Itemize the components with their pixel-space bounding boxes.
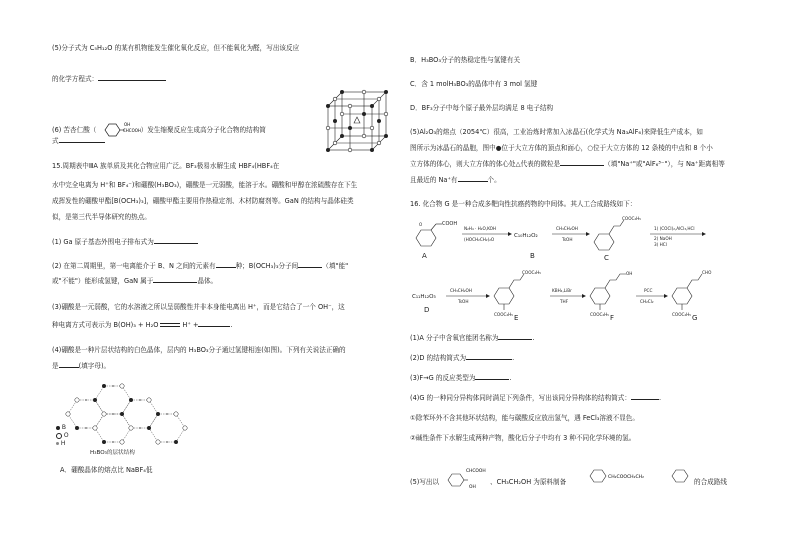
q16-part5-mid: 、CH₃CH₂OH 为原料制备: [490, 478, 567, 486]
option-b: B．H₃BO₃分子的热稳定性与氢键有关: [410, 56, 521, 64]
e-bot: COOC₂H₅: [494, 312, 513, 317]
q16-condition2: ②碱性条件下水解生成两种产物，酸化后分子中均有 3 种不同化学环境的氢。: [410, 434, 636, 442]
figure-caption: H₃BO₃的层状结构: [90, 450, 135, 456]
compound-a-label: A: [422, 252, 427, 260]
r3-step2: 2) NaOH: [654, 236, 672, 241]
option-a: A．硼酸晶体的熔点比 NaBF₄低: [60, 466, 153, 474]
svg-text:O: O: [419, 222, 423, 227]
q16-condition1: ①除苯环外不含其他环状结构，能与碳酸反应放出氢气，遇 FeCl₃溶液不显色。: [410, 414, 639, 422]
r5-bot: THF: [560, 299, 569, 304]
r4-bot: TsOH: [458, 299, 469, 304]
r1-top: N₂H₄ · H₂O,KOH: [464, 226, 497, 231]
q16-intro: 16. 化合物 G 是一种合成多靶向性抗癌药物的中间体。其人工合成路线如下：: [410, 200, 637, 208]
q5-target-structure: [586, 460, 694, 492]
q5-right-line4: 且最近的 Na⁺有 个。: [410, 176, 501, 184]
q16-part5: (5)写出以: [410, 478, 440, 486]
cryolite-unit-cell-figure: [324, 88, 390, 160]
q15-line3: 成挥发性的硼酸甲酯[B(OCH₃)₃]，硼酸甲酯主要用作热稳定剂、木材防腐剂等。GaN 的结构与晶体硅类: [52, 197, 354, 205]
q5-struct-bot: OH: [469, 485, 476, 490]
q15-part4-line2: 是 (填字母)。: [52, 362, 111, 370]
q16-part3: (3)F→G 的反应类型为 .: [410, 374, 512, 382]
q5-target-label: CH₂COOCH₂CH₂: [608, 475, 644, 480]
f-bot: COOC₂H₅: [590, 312, 609, 317]
f-top: OH: [626, 271, 633, 276]
compound-c-label: C: [604, 254, 609, 262]
q5-right-line1: (5)Al₂O₃的熔点（2054℃）很高，工业冶炼时常加入冰晶石(化学式为 Na₃AlF₆)来降低生产成本，如: [410, 128, 703, 136]
q16-part4: (4)G 的一种同分异构体同时满足下列条件，写出该同分异构体的结构简式： .: [410, 394, 662, 402]
q5-line1: (5)分子式为 C₅H₁₂O 的某有机物能发生催化氧化反应，但不能氧化为醛，写出该反应: [52, 44, 300, 52]
a-cooh: COOH: [442, 221, 458, 227]
b-formula: C₁₀H₁₂O₂: [514, 233, 538, 239]
r3-step3: 3) HCl: [654, 242, 667, 247]
q16-part2: (2)D 的结构简式为 .: [410, 354, 515, 362]
compound-e-label: E: [514, 314, 519, 322]
option-d: D．BF₃分子中每个原子最外层均满足 8 电子结构: [410, 104, 554, 112]
r4-top: CH₃CH₂OH: [450, 288, 472, 293]
q16-part1: (1)A 分子中含氧官能团名称为 .: [410, 334, 535, 342]
synthesis-route-figure: [410, 212, 750, 324]
compound-d-label: D: [424, 306, 430, 314]
q15-line4: 似，是第三代半导体研究的热点。: [52, 213, 151, 221]
r6-top: PCC: [644, 288, 653, 293]
r1-bot: (HOCH₂CH₂)₂O: [464, 237, 495, 242]
g-bot: COOC₂H₅: [672, 312, 691, 317]
r3-step1: 1) (COCl)₂,AlCl₃,HCl: [654, 226, 695, 231]
q5-line2: 的化学方程式：: [52, 75, 166, 84]
d-formula: C₁₁H₁₂O₃: [412, 294, 436, 300]
q15-part2-line1: (2) 在第二周期里，第一电离能介于 B、N 之间的元素有 种；B(OCH₃)₃分子间 （填"能": [52, 262, 349, 270]
q5-start-material-structure: [444, 460, 488, 492]
legend-h: H: [56, 440, 65, 448]
q15-part3-line1: (3)硼酸是一元弱酸，它的水溶液之所以呈弱酸性并非本身能电离出 H⁺，而是它结合了一个 OH⁻，这: [52, 303, 345, 311]
mandelic-oh: OH: [123, 122, 130, 127]
boric-acid-layer-figure: [64, 378, 204, 458]
r2-bot: TsOH: [562, 237, 573, 242]
option-c: C．含 1 molH₃BO₃的晶体中有 3 mol 氢键: [410, 80, 538, 88]
q15-part1: (1) Ga 原子基态外围电子排布式为: [52, 238, 198, 247]
q15-part2-line2: 或"不能"）能形成氢键，GaN 属于 晶体。: [52, 277, 218, 285]
q15-line2: 水中完全电离为 H⁺和 BF₄⁻)和硼酸(H₃BO₃)，硼酸是一元弱酸，能溶于水。硼酸和甲醇在浓硫酸存在下生: [52, 181, 358, 189]
g-top: CHO: [702, 270, 712, 275]
q15-part3-line2: 种电离方式可表示为 B(OH)₃ + H₂O H⁺ + .: [52, 321, 233, 329]
compound-b-label: B: [530, 252, 535, 260]
mandelic-chcooh: CHCOOH: [122, 128, 141, 133]
compound-g-label: G: [692, 314, 698, 322]
legend-b: B: [56, 424, 66, 432]
c-ester: COOC₂H₅: [622, 216, 641, 221]
q5-right-line2: 图所示为冰晶石的晶胞，图中●位于大立方体的顶点和面心，○位于大立方体的 12 条棱的中点和 8 个小: [410, 144, 713, 152]
q5-struct-top: CHCOOH: [466, 469, 486, 474]
r5-top: KBH₄,LiBr: [552, 288, 572, 293]
q6-line2: 式: [52, 137, 105, 146]
q16-part5-suffix: 的合成路线: [694, 478, 727, 486]
r6-bot: CH₂Cl₂: [640, 299, 654, 304]
q15-part4-line1: (4)硼酸是一种片层状结构的白色晶体，层内的 H₃BO₃分子通过氢键相连(如图)。下列有关说法正确的: [52, 346, 346, 354]
q6-line1: (6) 苦杏仁酸（ OH CHCOOH ）发生缩聚反应生成高分子化合物的结构简: [52, 120, 266, 140]
q5-right-line3: 立方体的体心，则大立方体的体心处△代表的微粒是 （填"Na⁺"或"AlF₆³⁻"），与 Na⁺距离相等: [410, 160, 725, 168]
r2-top: CH₃CH₂OH: [556, 226, 578, 231]
q15-line1: 15.周期表中ⅢA 族单质及其化合物应用广泛。BF₃极易水解生成 HBF₄(HBF₄在: [52, 162, 280, 170]
legend-o: O: [56, 432, 69, 440]
compound-f-label: F: [610, 314, 615, 322]
e-top: COOC₂H₅: [522, 270, 541, 275]
